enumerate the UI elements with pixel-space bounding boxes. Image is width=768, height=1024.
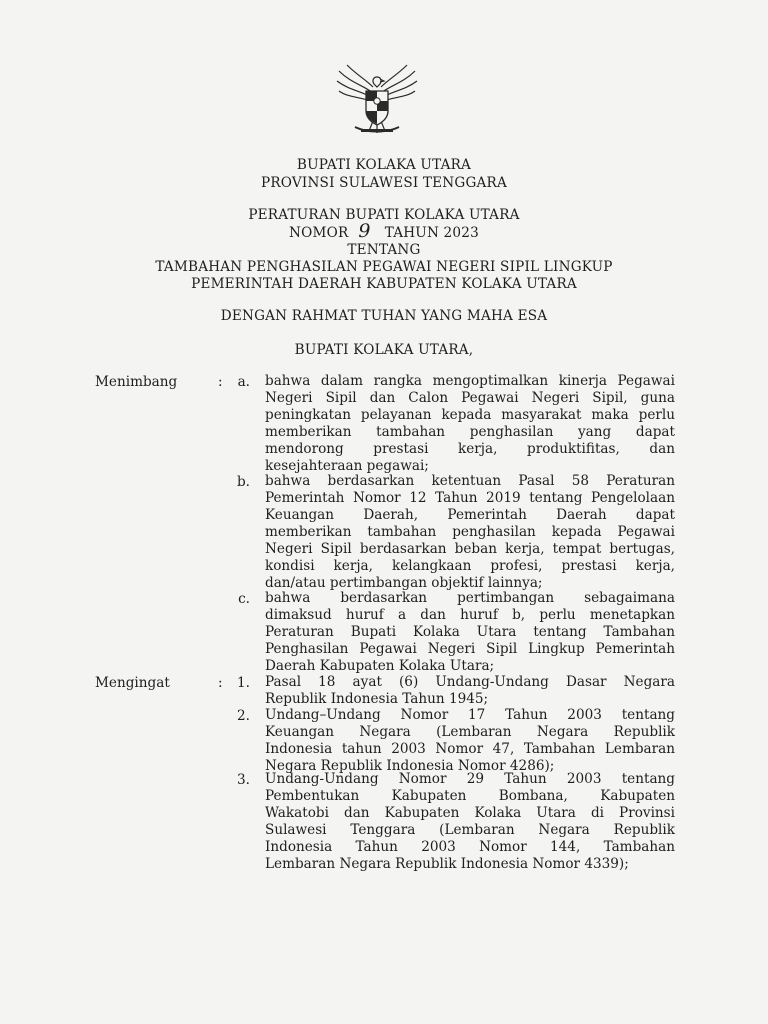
number-prefix: NOMOR [289, 225, 349, 241]
text-line: bahwa berdasarkan pertimbangan sebagaimana [265, 590, 675, 606]
text-line: Keuangan Negara (Lembaran Negara Republik [265, 724, 675, 740]
text-line: Peraturan Bupati Kolaka Utara tentang Tambahan [265, 624, 675, 640]
text-line: Penghasilan Pegawai Negeri Sipil Lingkup Pemerintah [265, 641, 675, 657]
text-line: Negeri Sipil berdasarkan beban kerja, tempat bertugas, [265, 541, 675, 557]
text-line: Undang-Undang Nomor 29 Tahun 2003 tentang [265, 771, 675, 787]
preamble-grace: DENGAN RAHMAT TUHAN YANG MAHA ESA [220, 308, 548, 324]
menimbang-marker-b: b. [236, 474, 250, 490]
menimbang-item-a [265, 373, 675, 475]
text-line: Indonesia Tahun 2003 Nomor 144, Tambahan [265, 839, 675, 855]
text-line: kesejahteraan pegawai; [265, 458, 429, 474]
text-line: kondisi kerja, kelangkaan profesi, prestasi kerja, [265, 558, 675, 574]
text-line: mendorong prestasi kerja, produktifitas, dan [265, 441, 675, 457]
text-line: Republik Indonesia Tahun 1945; [265, 691, 489, 707]
text-line: Lembaran Negara Republik Indonesia Nomor 4339); [265, 856, 629, 872]
text-line: Indonesia tahun 2003 Nomor 47, Tambahan Lembaran [265, 741, 675, 757]
text-line: bahwa berdasarkan ketentuan Pasal 58 Peraturan [265, 473, 675, 489]
menimbang-item-b [265, 473, 675, 592]
mengingat-item-1 [265, 674, 675, 708]
regulation-title: PERATURAN BUPATI KOLAKA UTARA [248, 207, 520, 223]
menimbang-item-c [265, 590, 675, 675]
text-line: dan/atau pertimbangan objektif lainnya; [265, 575, 543, 591]
menimbang-colon: : [218, 374, 223, 390]
text-line: dimaksud huruf a dan huruf b, perlu menetapkan [265, 607, 675, 623]
menimbang-label: Menimbang [95, 374, 178, 390]
text-line: Wakatobi dan Kabupaten Kolaka Utara di Provinsi [265, 805, 675, 821]
regulation-about: TENTANG [347, 242, 421, 258]
regulation-number-line [0, 220, 768, 242]
text-line: Pembentukan Kabupaten Bombana, Kabupaten [265, 788, 675, 804]
text-line: peningkatan pelayanan kepada masyarakat maka perlu [265, 407, 675, 423]
text-line: memberikan tambahan penghasilan yang dapat [265, 424, 675, 440]
regulation-number: 9 [358, 220, 371, 242]
mengingat-item-3 [265, 771, 675, 873]
regulation-subject-line-2: PEMERINTAH DAERAH KABUPATEN KOLAKA UTARA [191, 276, 577, 292]
text-line: Pemerintah Nomor 12 Tahun 2019 tentang Pengelolaan [265, 490, 675, 506]
text-line: bahwa dalam rangka mengoptimalkan kinerja Pegawai [265, 373, 675, 389]
text-line: Sulawesi Tenggara (Lembaran Negara Republik [265, 822, 675, 838]
text-line: Negeri Sipil dan Calon Pegawai Negeri Sipil, guna [265, 390, 675, 406]
text-line: Daerah Kabupaten Kolaka Utara; [265, 658, 495, 674]
preamble-authority: BUPATI KOLAKA UTARA, [294, 342, 474, 358]
text-line: memberikan tambahan penghasilan kepada Pegawai [265, 524, 675, 540]
text-line: Keuangan Daerah, Pemerintah Daerah dapat [265, 507, 675, 523]
mengingat-marker-2: 2. [237, 708, 250, 724]
text-line: Pasal 18 ayat (6) Undang-Undang Dasar Negara [265, 674, 675, 690]
header-line-2: PROVINSI SULAWESI TENGGARA [260, 175, 507, 191]
regulation-year: TAHUN 2023 [384, 225, 479, 241]
mengingat-item-2 [265, 707, 675, 775]
mengingat-marker-3: 3. [237, 772, 250, 788]
mengingat-marker-1: 1. [237, 675, 250, 691]
regulation-subject-line-1: TAMBAHAN PENGHASILAN PEGAWAI NEGERI SIPIL LINGKUP [155, 259, 613, 275]
garuda-emblem-icon [333, 63, 421, 139]
text-line: Negara Republik Indonesia Nomor 4286); [265, 758, 555, 774]
header-line-1: BUPATI KOLAKA UTARA [296, 157, 472, 173]
mengingat-label: Mengingat [95, 675, 170, 691]
menimbang-marker-a: a. [237, 374, 250, 390]
mengingat-colon: : [218, 675, 223, 691]
text-line: Undang–Undang Nomor 17 Tahun 2003 tentang [265, 707, 675, 723]
menimbang-marker-c: c. [238, 591, 250, 607]
